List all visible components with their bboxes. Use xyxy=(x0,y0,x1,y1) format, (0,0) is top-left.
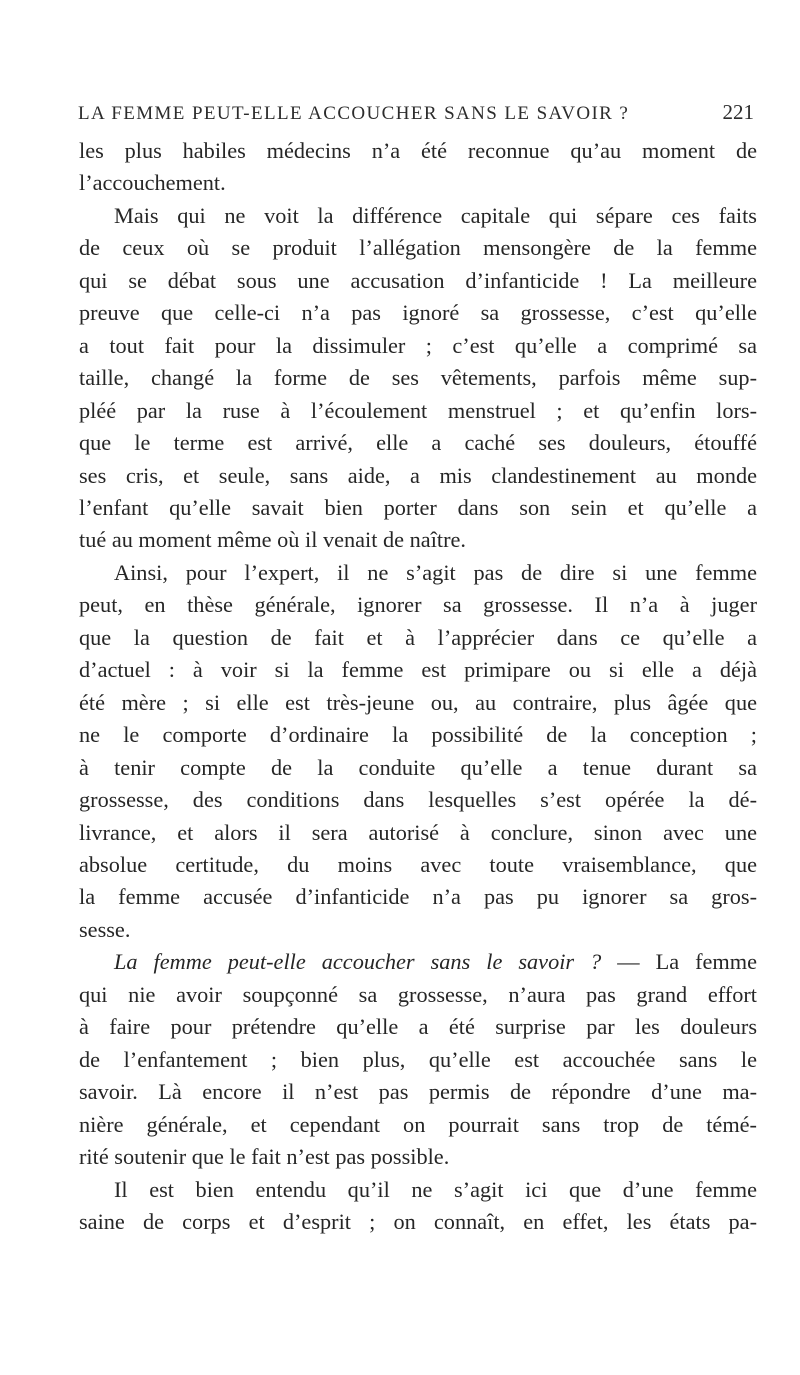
text-line: de l’enfantement ; bien plus, qu’elle est accouchée sans le xyxy=(79,1046,757,1072)
text-line: de ceux où se produit l’allégation mensongère de la femme xyxy=(79,235,757,261)
text-line: à faire pour prétendre qu’elle a été surprise par les douleurs xyxy=(79,1014,757,1040)
section-heading-rest: — La femme xyxy=(601,949,757,975)
text-line: été mère ; si elle est très-jeune ou, au contraire, plus âgée que xyxy=(79,689,757,715)
paragraph-5 xyxy=(79,1174,757,1239)
text-line: ne le comporte d’ordinaire la possibilité de la conception ; xyxy=(79,722,757,748)
text-line xyxy=(79,946,757,978)
text-line: qui se débat sous une accusation d’infanticide ! La meilleure xyxy=(79,267,757,293)
running-head xyxy=(78,100,754,130)
text-line: saine de corps et d’esprit ; on connaît, en effet, les états pa- xyxy=(79,1208,757,1234)
text-line: nière générale, et cependant on pourrait sans trop de témé- xyxy=(79,1111,757,1137)
text-line: livrance, et alors il sera autorisé à conclure, sinon avec une xyxy=(79,819,757,845)
text-line: d’actuel : à voir si la femme est primipare ou si elle a déjà xyxy=(79,657,757,683)
text-line: a tout fait pour la dissimuler ; c’est qu’elle a comprimé sa xyxy=(79,332,757,358)
section-heading-italic: La femme peut-elle accoucher sans le savoir ? xyxy=(114,949,602,975)
text-line: l’enfant qu’elle savait bien porter dans son sein et qu’elle a xyxy=(79,494,757,520)
text-line: sesse. xyxy=(79,916,131,942)
text-line: qui nie avoir soupçonné sa grossesse, n’aura pas grand effort xyxy=(79,981,757,1007)
body-text xyxy=(79,135,757,1238)
text-line: grossesse, des conditions dans lesquelles s’est opérée la dé- xyxy=(79,787,757,813)
text-line: que le terme est arrivé, elle a caché ses douleurs, étouffé xyxy=(79,430,757,456)
text-line: à tenir compte de la conduite qu’elle a tenue durant sa xyxy=(79,754,757,780)
paragraph-4 xyxy=(79,946,757,1173)
paragraph-1 xyxy=(79,135,757,200)
text-line: Mais qui ne voit la différence capitale qui sépare ces faits xyxy=(114,202,757,228)
text-line: rité soutenir que le fait n’est pas possible. xyxy=(79,1144,450,1170)
paragraph-3 xyxy=(79,557,757,946)
text-line: Il est bien entendu qu’il ne s’agit ici que d’une femme xyxy=(114,1176,757,1202)
text-line: absolue certitude, du moins avec toute vraisemblance, que xyxy=(79,851,757,877)
text-line: taille, changé la forme de ses vêtements, parfois même sup- xyxy=(79,365,757,391)
running-title: LA FEMME PEUT-ELLE ACCOUCHER SANS LE SAVOIR ? xyxy=(78,103,630,124)
text-line: la femme accusée d’infanticide n’a pas pu ignorer sa gros- xyxy=(79,884,757,910)
page-number: 221 xyxy=(722,100,754,124)
text-line: pléé par la ruse à l’écoulement menstruel ; et qu’enfin lors- xyxy=(79,397,757,423)
paragraph-2 xyxy=(79,200,757,557)
text-line: preuve que celle-ci n’a pas ignoré sa grossesse, c’est qu’elle xyxy=(79,300,757,326)
text-line: que la question de fait et à l’apprécier dans ce qu’elle a xyxy=(79,624,757,650)
text-line: peut, en thèse générale, ignorer sa grossesse. Il n’a à juger xyxy=(79,592,757,618)
text-line: Ainsi, pour l’expert, il ne s’agit pas de dire si une femme xyxy=(114,559,757,585)
text-line: ses cris, et seule, sans aide, a mis clandestinement au monde xyxy=(79,462,757,488)
text-line: savoir. Là encore il n’est pas permis de répondre d’une ma- xyxy=(79,1079,757,1105)
text-line: l’accouchement. xyxy=(79,170,226,196)
text-line: les plus habiles médecins n’a été reconnue qu’au moment de xyxy=(79,138,757,163)
text-line: tué au moment même où il venait de naître. xyxy=(79,527,466,553)
